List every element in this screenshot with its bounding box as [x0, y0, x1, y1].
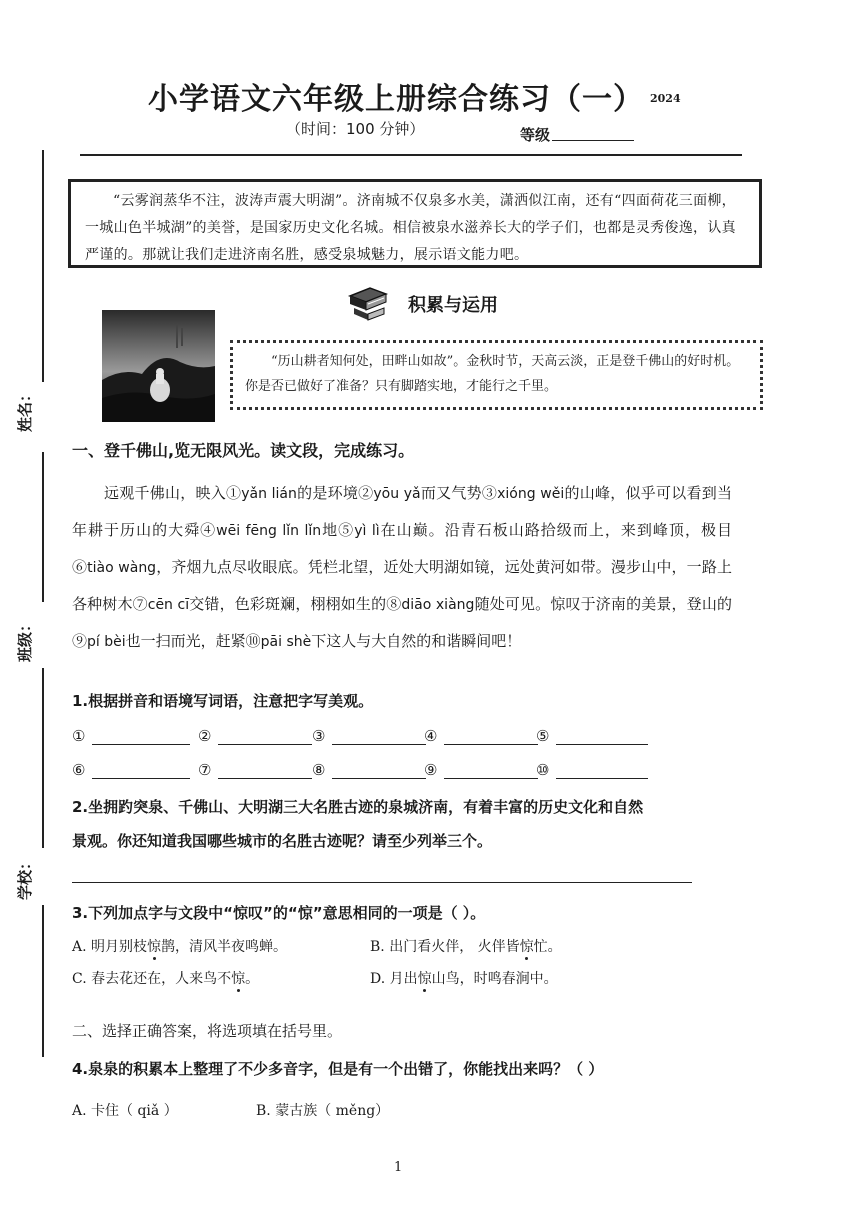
grade-blank[interactable]	[552, 140, 634, 141]
blank-1[interactable]: ①	[72, 726, 85, 750]
q4-prompt: 4.泉泉的积累本上整理了不少多音字，但是有一个出错了，你能找出来吗？（ ）	[72, 1060, 604, 1078]
pinyin-15: diāo xiàng	[401, 597, 475, 613]
header-divider	[80, 154, 742, 156]
pinyin-3: yōu yǎ	[373, 486, 421, 502]
pinyin-13: cēn cī	[147, 597, 190, 613]
q1-2-prompt-line1: 2.坐拥趵突泉、千佛山、大明湖三大名胜古迹的泉城济南，有着丰富的历史文化和自然	[72, 798, 644, 816]
option-c[interactable]: C. 春去花还在，人来鸟不惊。	[72, 971, 260, 987]
binding-line-top	[42, 150, 44, 382]
q1-heading: 一、登千佛山,览无限风光。读文段，完成练习。	[72, 441, 415, 460]
passage-text-4: 而又气势③	[420, 484, 498, 502]
passage-text-6: 的山峰，似乎可以看到当年耕于历山的大舜④	[72, 484, 732, 539]
quote-box: “历山耕者知何处，田畔山如故”。金秋时节，天高云淡，正是登千佛山的好时机。你是否已做好了准备？只有脚踏实地，才能行之千里。	[230, 340, 763, 410]
page-number: 1	[394, 1160, 403, 1175]
q4-option-a[interactable]: A. 卡住（ qiǎ ）	[72, 1103, 178, 1119]
q2-heading: 二、选择正确答案，将选项填在括号里。	[72, 1022, 343, 1040]
option-b[interactable]: B. 出门看火伴， 火伴皆惊忙。	[370, 939, 562, 955]
passage-text-2: 的是环境②	[296, 484, 374, 502]
passage-text-12: ，齐烟九点尽收眼底。凭栏北望，近处大明湖如镜，远处黄河如带。漫步山中，一路上各种树木⑦	[72, 558, 732, 613]
pinyin-19: pāi shè	[260, 634, 312, 650]
blank-8[interactable]: ⑧	[312, 760, 325, 784]
passage-text-10: 在山巅。沿青石板山路拾级而上，来到峰顶，极目⑥	[72, 521, 732, 576]
page-title: 小学语文六年级上册综合练习（一）	[148, 82, 644, 117]
section-header	[346, 282, 526, 326]
blank-6[interactable]: ⑥	[72, 760, 85, 784]
option-d[interactable]: D. 月出惊山鸟，时鸣春涧中。	[370, 971, 558, 987]
pinyin-11: tiào wàng	[87, 560, 157, 576]
option-a[interactable]: A. 明月别枝惊鹊，清风半夜鸣蝉。	[72, 939, 288, 955]
passage-text-0: 远观千佛山，映入①	[104, 484, 242, 502]
passage-text-18: 也一扫而光，赶紧⑩	[125, 632, 261, 650]
q1-2-answer-line[interactable]	[72, 882, 692, 883]
q1-1-prompt: 1.根据拼音和语境写词语，注意把字写美观。	[72, 692, 374, 710]
q4-option-b[interactable]: B. 蒙古族（ měng）	[256, 1103, 390, 1119]
school-label: 学校：	[16, 854, 34, 900]
binding-line-bottom	[42, 905, 44, 1057]
name-label: 姓名：	[16, 386, 34, 432]
section-title: 积累与运用	[408, 295, 498, 316]
passage-text-8: 地⑤	[321, 521, 355, 539]
q1-passage	[72, 475, 732, 660]
intro-box: “云雾润蒸华不注，波涛声震大明湖”。济南城不仅泉多水美，潇洒似江南，还有“四面荷花三面柳，一城山色半城湖”的美誉，是国家历史文化名城。相信被泉水滋养长大的学子们，也都是灵秀俊逸，认真严谨的。那就让我们走进济南名胜，感受泉城魅力，展示语文能力吧。	[68, 179, 762, 268]
answer-row-2	[72, 760, 672, 784]
passage-text-14: 交错，色彩斑斓，栩栩如生的⑧	[189, 595, 402, 613]
blank-3[interactable]: ③	[312, 726, 325, 750]
pinyin-5: xióng wěi	[497, 486, 565, 502]
blank-5[interactable]: ⑤	[536, 726, 549, 750]
mountain-photo	[102, 310, 215, 422]
time-limit: （时间：100 分钟）	[286, 120, 425, 138]
binding-line-mid2	[42, 668, 44, 848]
q1-2-prompt-line2: 景观。你还知道我国哪些城市的名胜古迹呢？请至少列举三个。	[72, 832, 493, 850]
pinyin-17: pí bèi	[87, 634, 126, 650]
pinyin-9: yì lì	[354, 523, 380, 539]
passage-text-16: 随处可见。惊叹于济南的美景，登山的⑨	[72, 595, 732, 650]
book-stack-icon	[346, 282, 390, 322]
binding-line-mid1	[42, 452, 44, 602]
class-label: 班级：	[16, 616, 34, 662]
blank-9[interactable]: ⑨	[424, 760, 437, 784]
q1-3-prompt: 3.下列加点字与文段中“惊叹”的“惊”意思相同的一项是（ ）。	[72, 904, 486, 922]
blank-2[interactable]: ②	[198, 726, 211, 750]
blank-4[interactable]: ④	[424, 726, 437, 750]
pinyin-1: yǎn lián	[241, 486, 297, 502]
pinyin-7: wēi fēng lǐn lǐn	[216, 523, 322, 539]
title-year: 2024	[650, 92, 681, 105]
grade-label: 等级	[520, 126, 551, 144]
blank-7[interactable]: ⑦	[198, 760, 211, 784]
passage-text-20: 下这人与大自然的和谐瞬间吧！	[311, 632, 522, 650]
blank-10[interactable]: ⑩	[536, 760, 549, 784]
answer-row-1	[72, 726, 672, 750]
